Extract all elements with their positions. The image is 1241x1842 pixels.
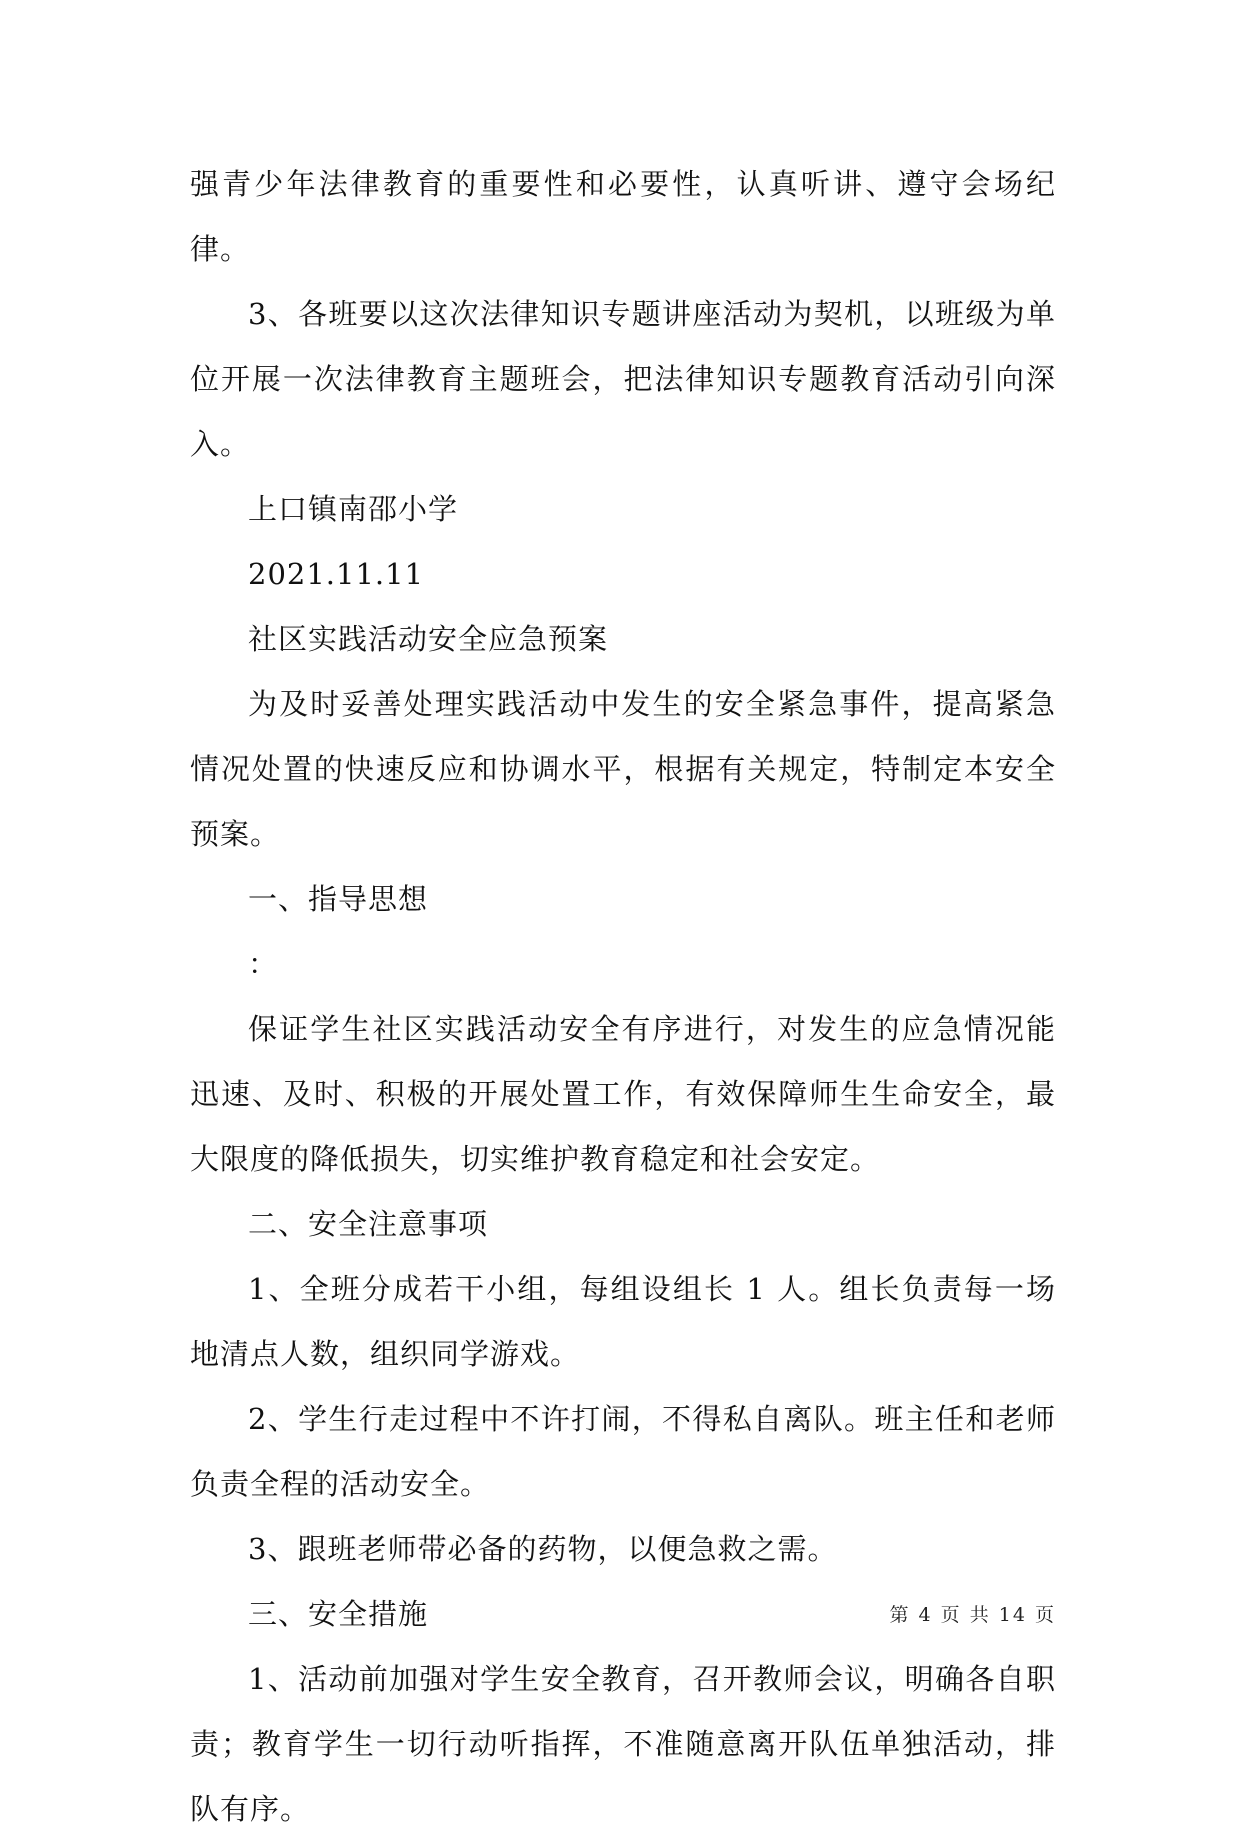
school-name: 上口镇南邵小学 — [248, 492, 459, 526]
colon-line: ： — [248, 947, 278, 981]
paragraph-guiding-thought: 保证学生社区实践活动安全有序进行，对发生的应急情况能迅速、及时、积极的开展处置工作，有效保障师生生命安全，最大限度的降低损失，切实维护教育稳定和社会安定。 — [190, 1012, 1056, 1176]
paragraph-safety-note-2: 2、学生行走过程中不许打闹，不得私自离队。班主任和老师负责全程的活动安全。 — [190, 1402, 1056, 1501]
paragraph-safety-note-3: 3、跟班老师带必备的药物，以便急救之需。 — [248, 1532, 838, 1566]
footer-current-page: 4 — [918, 1604, 933, 1626]
paragraph-safety-note-1: 1、全班分成若干小组，每组设组长 1 人。组长负责每一场地清点人数，组织同学游戏。 — [190, 1272, 1056, 1371]
page-footer — [700, 1600, 1056, 1627]
footer-total-pages: 14 — [998, 1604, 1027, 1626]
document-date: 2021.11.11 — [248, 557, 425, 591]
heading-safety-notes: 二、安全注意事项 — [248, 1207, 489, 1241]
footer-middle: 页 共 — [940, 1604, 991, 1626]
section-title: 社区实践活动安全应急预案 — [248, 622, 609, 656]
heading-guiding-thought: 一、指导思想 — [248, 882, 429, 916]
footer-prefix: 第 — [889, 1604, 911, 1626]
document-body — [190, 152, 1056, 1842]
paragraph-intro: 为及时妥善处理实践活动中发生的安全紧急事件，提高紧急情况处置的快速反应和协调水平，根据有关规定，特制定本安全预案。 — [190, 687, 1056, 851]
heading-safety-measures: 三、安全措施 — [248, 1597, 429, 1631]
paragraph-continuation: 强青少年法律教育的重要性和必要性，认真听讲、遵守会场纪律。 — [190, 167, 1056, 266]
paragraph-safety-measure-1: 1、活动前加强对学生安全教育，召开教师会议，明确各自职责；教育学生一切行动听指挥，不准随意离开队伍单独活动，排队有序。 — [190, 1662, 1056, 1826]
footer-suffix: 页 — [1034, 1604, 1056, 1626]
paragraph-item-3: 3、各班要以这次法律知识专题讲座活动为契机，以班级为单位开展一次法律教育主题班会，把法律知识专题教育活动引向深入。 — [190, 297, 1056, 461]
